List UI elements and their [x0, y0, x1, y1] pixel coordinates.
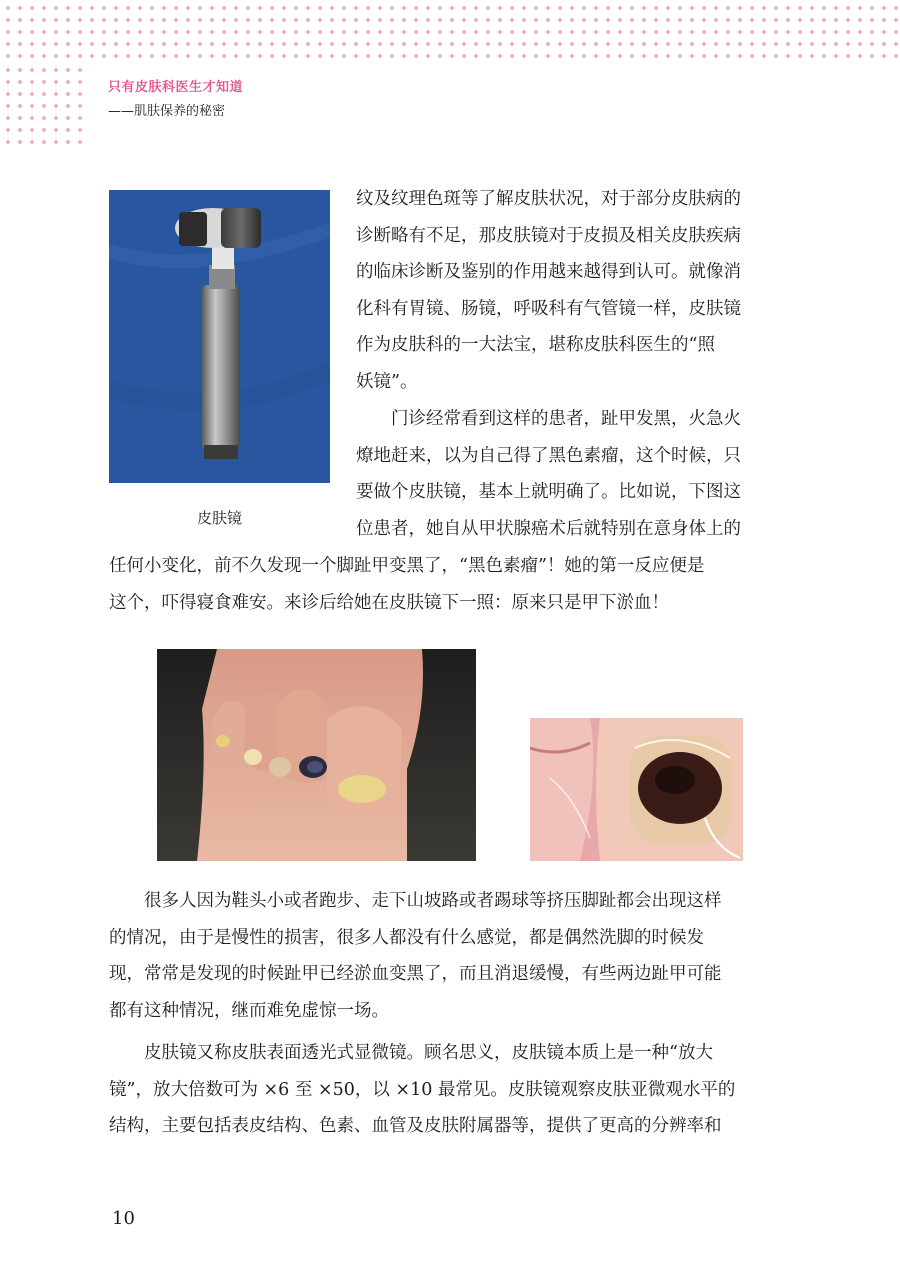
text-line: 要做个皮肤镜，基本上就明确了。比如说，下图这 — [356, 482, 741, 503]
text-line: 门诊经常看到这样的患者，趾甲发黑，火急火 — [391, 409, 741, 429]
text-line: 这个，吓得寝食难安。来诊后给她在皮肤镜下一照：原来只是甲下淤血！ — [109, 592, 669, 613]
text-line: 现，常常是发现的时候趾甲已经淤血变黑了，而且消退缓慢，有些两边趾甲可能 — [109, 964, 722, 985]
text-line: 都有这种情况，继而难免虚惊一场。 — [109, 1000, 389, 1021]
text-line: 任何小变化，前不久发现一个脚趾甲变黑了，“黑色素瘤”！她的第一反应便是 — [109, 556, 705, 576]
paragraph-4 — [109, 1035, 735, 1145]
header-dot-pattern — [0, 0, 900, 62]
text-line: 诊断略有不足，那皮肤镜对于皮损及相关皮肤疾病 — [356, 225, 741, 246]
text-line: 皮肤镜又称皮肤表面透光式显微镜。顾名思义，皮肤镜本质上是一种“放大 — [144, 1043, 713, 1063]
dermatoscope-caption: 皮肤镜 — [196, 509, 242, 527]
text-line: 的情况，由于是慢性的损害，很多人都没有什么感觉，都是偶然洗脚的时候发 — [109, 927, 704, 948]
paragraph-3 — [109, 883, 722, 1029]
dermatoscope-photo — [109, 190, 330, 483]
text-line: 的临床诊断及鉴别的作用越来越得到认可。就像消 — [356, 262, 741, 283]
text-line: 燎地赶来，以为自己得了黑色素瘤，这个时候，只 — [356, 445, 741, 466]
book-title: 只有皮肤科医生才知道 — [108, 80, 244, 95]
paragraph-1 — [356, 181, 741, 401]
book-subtitle: ——肌肤保养的秘密 — [108, 104, 226, 119]
blackened-toenail-photo — [157, 649, 476, 861]
page-number: 10 — [112, 1208, 135, 1229]
text-line: 纹及纹理色斑等了解皮肤状况，对于部分皮肤病的 — [356, 189, 741, 209]
text-line: 镜”，放大倍数可为 ×6 至 ×50，以 ×10 最常见。皮肤镜观察皮肤亚微观水平的 — [109, 1079, 736, 1100]
text-line: 结构，主要包括表皮结构、色素、血管及皮肤附属器等，提供了更高的分辨率和 — [109, 1116, 722, 1137]
text-line: 很多人因为鞋头小或者跑步、走下山坡路或者踢球等挤压脚趾都会出现这样 — [144, 891, 722, 911]
text-line: 作为皮肤科的一大法宝，堪称皮肤科医生的“照 — [356, 335, 715, 356]
text-line: 位患者，她自从甲状腺癌术后就特别在意身体上的 — [356, 518, 741, 539]
text-line: 妖镜”。 — [356, 371, 418, 392]
dermoscopy-nail-photo — [530, 718, 743, 861]
header-dot-pattern-left — [0, 62, 90, 144]
paragraph-2-wrapped — [356, 401, 741, 547]
running-header — [108, 76, 243, 119]
paragraph-2-continued — [109, 548, 704, 621]
text-line: 化科有胃镜、肠镜，呼吸科有气管镜一样，皮肤镜 — [356, 298, 741, 319]
